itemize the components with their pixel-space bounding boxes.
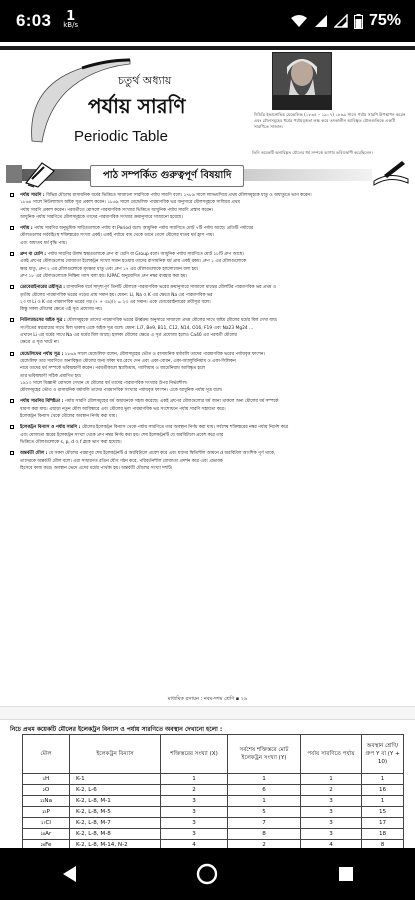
key-point-line [20,365,410,372]
table-cell: 4 [161,840,228,849]
table-row [23,840,404,849]
table-cell: K-2, L-8, M-5 [70,807,161,818]
table-cell: 18 [362,829,404,840]
key-point-text: ক্ষার ধাতু, গ্রুপ ২ এর মৌলগুলোকে মৃৎক্ষার ধাতু এবং গ্রুপ ১৭ এর মৌলগুলোকে হ্যালোজেন বলা হয়। [20,266,199,272]
key-point-text: মৌলগুলোর সর্ববহিঃস্থ শক্তিস্তরের সংখ্যা একই। একই পর্যায়ে বাম থেকে ডানে গেলে মৌলের ধাতব ধর্ম হ্রাস পায়। [20,233,214,239]
status-time: 6:03 [16,11,52,30]
table-header-row [23,735,404,774]
table-cell: 3 [301,829,362,840]
key-point-lead: গ্রুপ বা শ্রেণি : [20,252,47,258]
table-cell: K-2, L-8, M-14, N-2 [70,840,161,849]
key-point-lead: অন্তর্বর্তী মৌল : [20,451,48,457]
bullet-icon [10,318,14,322]
key-point-line [20,458,410,465]
key-point-line [20,214,410,221]
key-point-lead: ডোবেরাইনারের ত্রয়ীসূত্র : [20,285,65,291]
book-pen-icon [22,157,58,189]
back-icon [60,864,78,884]
table-cell: 16 [362,785,404,796]
table-row [23,785,404,796]
table-header: সর্বশেষ শক্তিস্তরে মোট ইলেকট্রন সংখ্যা (Y) [228,735,301,774]
key-point-line [20,292,410,299]
key-point-line [20,380,410,387]
key-point-line [20,258,410,265]
table-cell: 3 [301,796,362,807]
table-cell: 3 [161,818,228,829]
table-row [23,796,404,807]
key-point-text: তৃতীয় মৌলের পারমাণবিক ভরের গড়ের প্রায় সমান হয়। যেমন: Li, Na ও K এর ক্ষেত্রে Na এর পারমাণবিক ভর [20,292,213,298]
key-point-text: গ্রুপ ১৮ এর মৌলগুলোকে নিষ্ক্রিয় গ্যাস বলা হয়। IUPAC অনুমোদিত গ্রুপ নম্বর ব্যবহার করা হয়। [20,273,188,279]
key-point-item [10,424,410,446]
table-header: অবস্থান শ্রেণি/গ্রুপ Y বা (Y + 10) [362,735,404,774]
key-point-line [20,317,410,324]
recents-icon [337,865,355,883]
table-row [23,818,404,829]
key-point-line [20,306,410,313]
back-button[interactable] [49,854,89,894]
key-point-line [20,192,410,199]
key-point-line [20,266,410,273]
key-point-line [20,273,410,280]
key-point-text: পর্যায় সারণির অনুভূমিক সারিগুলোকে পর্যায় বা Period বলে। আধুনিক পর্যায় সারণিতে মোট ৭টি পর্যায় আছে। প্রতিটি পর্যায়ের [34,226,254,232]
bullet-icon [10,425,14,429]
table-cell: K-2, L-8, M-7 [70,818,161,829]
table-cell: ₁H [23,774,70,785]
key-point-text: পর্যায় সারণি মৌলসমূহের ধর্ম অধ্যয়নকে সহজ করেছে। একই গ্রুপের মৌলগুলোর ধর্ম জানা থাকলে অন্য মৌলের ধর্ম সম্পর্কে [64,399,279,405]
key-point-lead: পর্যায় সারণি : [20,193,45,198]
key-point-lead: পর্যায় সারণির বিশিষ্টতা : [20,399,64,405]
page-separator [0,706,415,720]
table-cell: 1 [362,774,404,785]
key-point-line [20,398,410,405]
key-point-text: ভিত্তিতে মৌলগুলোকে s, p, d ও f ব্লকে ভাগ করা হয়েছে। [20,439,122,445]
bullet-icon [10,193,14,197]
key-point-text: হিসেবে কাজ করে। অবস্থান ভেদে এদের ধর্মের পার্থক্য হয়। অন্তর্বর্তী মৌলের সংখ্যা দশটি। [20,465,173,471]
key-point-line [20,432,410,439]
chapter-number: চতুর্থ অধ্যায় [118,74,172,87]
table-header: পর্যায় সারণিতে পর্যায় [301,735,362,774]
key-point-lead: পর্যায় : [20,226,33,232]
table-row [23,774,404,785]
key-point-item [10,450,410,472]
key-point-text: তাদেরকে অন্তর্বর্তী মৌল বলে। এরা সাধারণত রঙিন যৌগ গঠন করে, পরিবর্তনশীল যোজ্যতা প্রদর্শন করে এবং প্রভাবক [20,458,223,464]
signal-icon [314,14,328,28]
key-point-lead: মেন্ডেলিফের পর্যায় সূত্র : [20,351,64,357]
key-point-text: কিন্তু সকল মৌলের ক্ষেত্রে এই সূত্র প্রযোজ্য নয়। [20,307,103,313]
key-point-item [10,284,410,313]
key-point-line [20,199,410,206]
key-point-line [20,339,410,346]
key-point-text: মেন্ডেলিফ তার সারণিতে অনাবিষ্কৃত মৌলের জন্য ফাঁকা ঘর রেখে দেন এবং একা-বোরন, একা-অ্যালুমিনিয়াম ও একা-সিলিকন [20,358,236,364]
key-point-line [20,240,410,247]
table-row [23,807,404,818]
table-cell: 15 [362,807,404,818]
key-point-lead: নিউল্যান্ডসের অষ্টক সূত্র : [20,318,66,324]
key-point-line [20,299,410,306]
bullet-icon [10,399,14,403]
key-point-text: এবং অধাতব ধর্ম বৃদ্ধি পায়। [20,240,67,246]
key-point-line [20,225,410,232]
table-cell: 2 [301,785,362,796]
key-point-text: এখানে Li এর ধর্মের সাথে Na এর ধর্মের মিল আছে। হালকা মৌলের ক্ষেত্রে এ সূত্র প্রযোজ্য হলেও Ca40 এর পরবর্তী মৌলের [20,333,237,339]
table-cell: K-2, L-6 [70,785,161,796]
table-cell: 3 [301,818,362,829]
table-cell: K-2, L-8, M-1 [70,796,161,807]
key-point-line [20,373,410,380]
key-point-text: সংগীতের স্বরগ্রামের সাথে মিল থাকায় একে অষ্টক সূত্র বলে। যেমন: Li7, Be9, B11, C12, N14, O16, F19 এবং Na23 Mg24 ... [20,325,254,331]
table-cell: 5 [228,807,301,818]
key-point-text: পর্যায় সারণির উলম্ব স্তম্ভগুলোকে গ্রুপ বা শ্রেণি বা Group বলে। আধুনিক পর্যায় সারণিতে মোট ১৮টি গ্রুপ আছে। [47,252,244,258]
key-point-item [10,317,410,346]
table-cell: 3 [161,807,228,818]
key-point-lead: ইলেকট্রন বিন্যাস ও পর্যায় সারণি : [20,425,81,431]
key-point-item [10,398,410,420]
key-point-line [20,284,410,291]
electron-config-table [22,734,404,848]
key-point-line [20,387,410,394]
table-header: ইলেকট্রন বিন্যাস [70,735,161,774]
table-cell: 8 [228,829,301,840]
key-point-text: বিভিন্ন মৌলের রাসায়নিক ধর্মের ভিত্তিতে সাজানো সারণিকে পর্যায় সারণি বলে। ১৭৮৯ সালে ল্যাভয়সিয়ে প্রথম মৌলসমূহকে ধাতু ও অধাতুতে ভাগ করেন। [46,193,312,198]
key-point-text: ১৯১৩ সালে বিজ্ঞানী মোসলে দেখান যে মৌলের ধর্ম তাদের পারমাণবিক সংখ্যার উপর নির্ভরশীল। [20,380,188,386]
key-point-text: ১৮৬৯ সালে মেন্ডেলিফ বলেন, মৌলসমূহের ভৌত ও রাসায়নিক ধর্মাবলি তাদের পারমাণবিক ভরের পর্যায়বৃত্ত ফাংশন। [64,351,265,357]
signal-icon [334,14,348,28]
key-point-text: রাসায়নিক ধর্মে সাদৃশ্যপূর্ণ তিনটি মৌলকে পারমাণবিক ভরের ক্রমানুসারে সাজালে মাঝের মৌলটির পারমাণবিক ভর প্রথম ও [66,285,277,291]
key-point-text: একই গ্রুপের মৌলগুলোর যোজ্যতা ইলেকট্রন সংখ্যা সমান হওয়ায় তাদের রাসায়নিক ধর্ম প্রায় একই রকম। গ্রুপ ১ এর মৌলগুলোকে [20,259,247,265]
table-cell: ₂₆Fe [23,840,70,849]
mendeleev-portrait [272,52,332,110]
network-speed-indicator [63,9,79,29]
navigation-bar [0,848,415,900]
key-point-text: যে সকল মৌলের পরমাণুর শেষ ইলেকট্রনটি d অরবিটালে প্রবেশ করে এবং যাদের স্থিতিশীল আয়নে d অরবিটাল আংশিক পূর্ণ থাকে, [48,451,276,457]
table-row [23,829,404,840]
key-point-text: এবং যোজ্যতা স্তরের ইলেকট্রন সংখ্যা থেকে গ্রুপ নম্বর নির্ণয় করা হয়। শেষ ইলেকট্রনটি যে অরবিটালে প্রবেশ করে তার [20,432,224,438]
table-cell: 3 [161,796,228,807]
wifi-icon [290,14,308,28]
table-cell: 1 [228,774,301,785]
section-title: পাঠ সম্পর্কিত গুরুত্বপূর্ণ বিষয়াদি [90,165,244,187]
key-point-line [20,439,410,446]
table-cell: 17 [362,818,404,829]
battery-icon [354,14,363,29]
home-icon [196,863,218,885]
key-point-line [20,413,410,420]
key-point-text: মৌলের ইলেকট্রন বিন্যাস থেকে পর্যায় সারণিতে তার অবস্থান নির্ণয় করা যায়। সর্বশেষ শক্তিস্তরের নম্বর পর্যায় নির্দেশ করে [81,425,289,431]
recents-button[interactable] [326,854,366,894]
table-cell: K-2, L-8, M-8 [70,829,161,840]
key-point-line [20,406,410,413]
notebook-pen-icon [372,157,410,187]
table-cell: 1 [362,796,404,807]
bullet-icon [10,451,14,455]
battery-percentage: 75% [368,12,401,29]
table-header: মৌল [23,735,70,774]
key-point-text: ক্ষেত্রে এ সূত্র খাটে না। [20,340,60,346]
chapter-header [0,46,415,158]
table-cell: K-1 [70,774,161,785]
table-cell: 2 [228,840,301,849]
section-banner [6,163,410,187]
biography-note: তিনি কয়েকটি অনাবিষ্কৃত মৌলের ধর্ম সম্পর্কে আগাম ভবিষ্যদ্বাণী করেছিলেন। [252,150,373,155]
chapter-title-english: Periodic Table [74,128,168,145]
table-cell: 1 [161,774,228,785]
key-point-text: ১৮৬৪ সালে নিউল্যান্ডস অষ্টক সূত্র প্রকাশ করেন। ১৮৬৯ সালে মেন্ডেলিফ পারমাণবিক ভর অনুসারে মৌলসমূহকে সাজিয়ে প্রথম [20,200,240,206]
key-point-line [20,232,410,239]
table-cell: 1 [301,774,362,785]
key-point-text: মৌলসমূহকে তাদের পারমাণবিক ভরের ঊর্ধ্বক্রম অনুসারে সাজালে প্রথম মৌলের সাথে অষ্টম মৌলের ধর্মের মিল দেখা যায়। [67,318,278,324]
banner-box [6,165,22,183]
table-cell: 7 [228,818,301,829]
key-point-text: ২৩ যা Li ও K এর পারমাণবিক ভরের গড় (৭ + ৩৯)/২ = ২৩ এর সমান। একে ডোবেরাইনারের ত্রয়ীসূত্র বলে। [20,299,211,305]
key-point-line [20,332,410,339]
table-cell: 1 [228,796,301,807]
page-footer: মাধ্যমিক রসায়ন : নবম-দশম শ্রেণি ▪ ২৯ [167,696,248,702]
table-cell: 8 [362,840,404,849]
key-point-item [10,251,410,280]
bullet-icon [10,226,14,230]
bullet-icon [10,252,14,256]
key-point-text: ধারণা করা যায়। এছাড়া নতুন মৌল আবিষ্কারে এবং মৌলের ভুল পারমাণবিক ভর সংশোধনে পর্যায় সারণি সহায়তা করে। [20,406,226,412]
key-point-line [20,351,410,358]
key-point-line [20,325,410,332]
key-point-line [20,358,410,365]
bullet-icon [10,285,14,289]
home-button[interactable] [187,854,227,894]
chapter-title: পর্যায় সারণি [88,94,186,118]
chapter-top-rule [0,46,415,50]
key-point-line [20,424,410,431]
key-point-line [20,207,410,214]
key-point-item [10,351,410,395]
key-point-text: পর্যায় সারণি প্রকাশ করেন। পরবর্তীতে মোসলে পারমাণবিক সংখ্যার ভিত্তিতে আধুনিক পর্যায় সারণি প্রস্তাব করেন। [20,207,213,213]
key-point-line [20,251,410,258]
key-point-text: মৌলসমূহের ভৌত ও রাসায়নিক ধর্মাবলি তাদের পারমাণবিক সংখ্যার পর্যায়বৃত্ত ফাংশন। একে আধুনিক পর্যায় সূত্র বলে। [20,388,223,394]
table-cell: 4 [301,840,362,849]
table-cell: 6 [228,785,301,796]
key-point-line [20,450,410,457]
key-point-text: আধুনিক পর্যায় সারণিতে মৌলসমূহকে তাদের পারমাণবিক সংখ্যার ক্রমানুসারে সাজানো হয়েছে। [20,214,183,220]
table-caption: নিচে প্রথম কয়েকটি মৌলের ইলেকট্রন বিন্যাস ও পর্যায় সারণিতে অবস্থান দেখানো হলো : [10,726,223,733]
key-point-text: তার ভবিষ্যদ্বাণী সঠিক প্রমাণিত হয়। [20,373,82,379]
table-cell: ₂O [23,785,70,796]
table-cell: 3 [161,829,228,840]
key-points-list [10,192,410,476]
key-point-item [10,192,410,221]
table-cell: ₁₇Cl [23,818,70,829]
document-page[interactable] [0,42,415,848]
table-header: শক্তিস্তরের সংখ্যা (X) [161,735,228,774]
bullet-icon [10,352,14,356]
key-point-item [10,225,410,247]
table-cell: 3 [301,807,362,818]
table-cell: 2 [161,785,228,796]
network-speed-unit: kB/s [63,21,79,29]
key-point-text: নামে তাদের ধর্ম সম্পর্কে ভবিষ্যদ্বাণী করেন। পরবর্তীকালে স্ক্যান্ডিয়াম, গ্যালিয়াম ও জার্মেনিয়াম আবিষ্কৃত হলে [20,366,205,372]
table-cell: ₁₈Ar [23,829,70,840]
network-speed-value: 1 [66,9,76,24]
status-bar [0,0,415,42]
biography-text: দিমিত্রি ইভানোভিচ মেন্ডেলিভ (১৮৩৪ – ১৯০৭) ১৮৬৯ সালে পর্যায় সারণি উপস্থাপন করেন এবং মৌলসমূহের ধর্মের পর্যায়বৃত্ততা লক্ষ করে তৎকালীন আবিষ্কৃত মৌলগুলিকে একটি সারণিতে সাজান। [254,112,406,129]
table-cell: ₁₅P [23,807,70,818]
table-cell: ₁₁Na [23,796,70,807]
key-point-line [20,465,410,472]
key-point-text: ইলেকট্রন বিন্যাস থেকে মৌলের অবস্থান নির্ণয় করা যায়। [20,414,117,420]
